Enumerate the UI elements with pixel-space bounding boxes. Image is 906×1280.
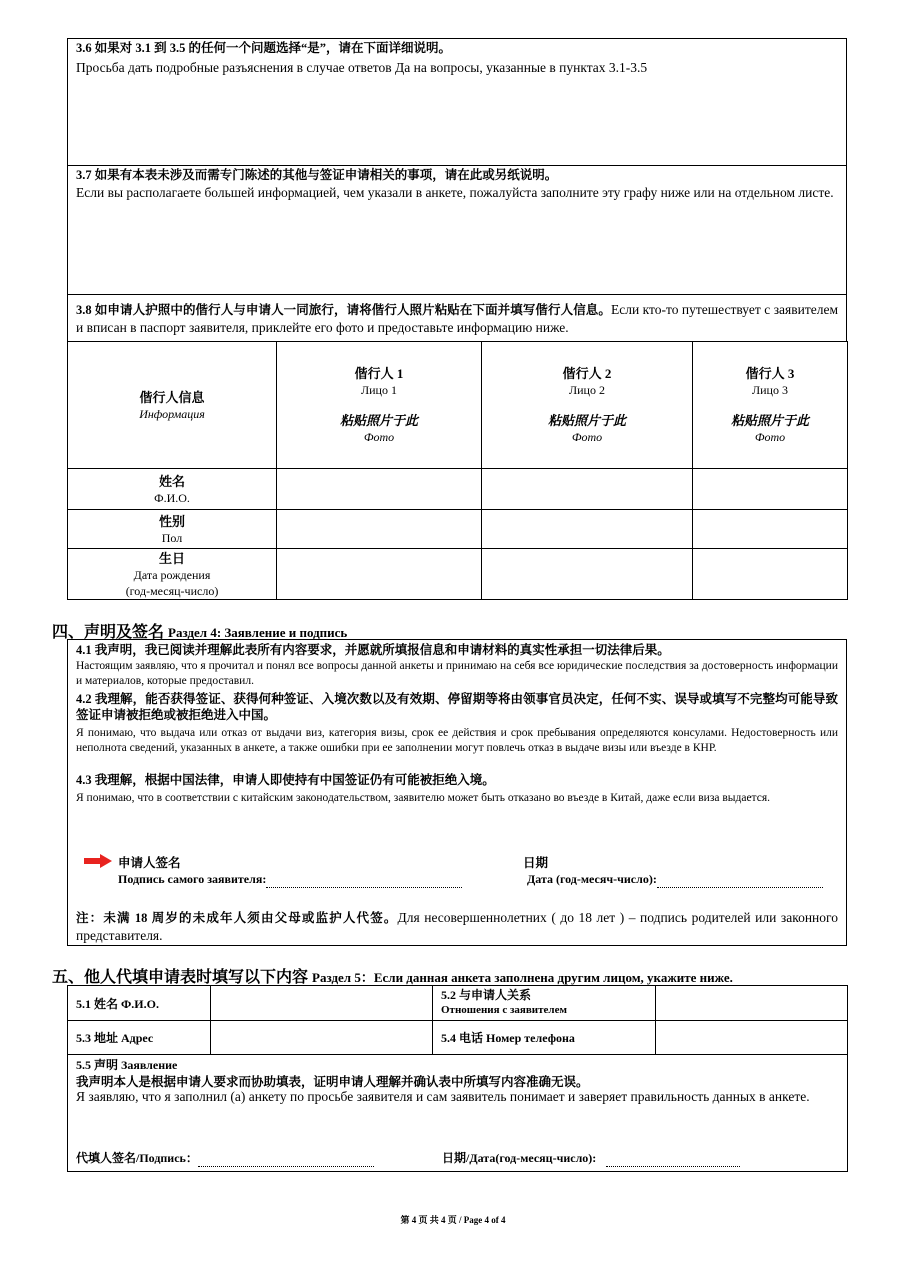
- companion-3-photo-ru: Фото: [754, 430, 786, 444]
- field-5-3-input[interactable]: [211, 1021, 433, 1055]
- section-5-row-2: [68, 1021, 848, 1055]
- declaration-4-1-zh: 4.1 我声明，我已阅读并理解此表所有内容要求，并愿就所填报信息和申请材料的真实性承担一切法律后果。: [76, 643, 670, 657]
- signature-date-field[interactable]: [527, 872, 823, 888]
- companion-3-sex-field[interactable]: [693, 510, 848, 549]
- companion-birth-format: (год-месяц-число): [125, 583, 219, 598]
- question-3-6-title-ru: Просьба дать подробные разъяснения в случае ответов Да на вопросы, указанные в пунктах 3.1-3.5: [76, 60, 648, 75]
- section-5-row-3: [68, 1055, 848, 1172]
- companion-3-label-zh: 偕行人 3: [745, 366, 795, 381]
- companion-2-birth-field[interactable]: [482, 549, 693, 600]
- companion-1-birth-field[interactable]: [277, 549, 482, 600]
- companion-sex-label: [68, 510, 277, 549]
- companion-2-sex-field[interactable]: [482, 510, 693, 549]
- companion-1-label-ru: Лицо 1: [361, 383, 397, 397]
- companion-sex-row: [68, 510, 848, 549]
- section-4-box: [67, 639, 847, 946]
- field-5-1-label: 5.1 姓名 Ф.И.О.: [68, 986, 211, 1021]
- field-5-5-title: 5.5 声明 Заявление: [76, 1058, 178, 1072]
- companion-3-name-field[interactable]: [693, 469, 848, 510]
- proxy-signature-field[interactable]: [76, 1149, 374, 1167]
- question-3-8-title-ru: Если кто-то путешествует с заявителем и вписан в паспорт заявителя, приклейте его фото и предоставьте информацию ниже.: [76, 302, 838, 335]
- companion-birth-row: [68, 549, 848, 600]
- question-3-7-box[interactable]: [67, 165, 847, 295]
- companion-1-sex-field[interactable]: [277, 510, 482, 549]
- question-3-6-title-zh: 3.6 如果对 3.1 到 3.5 的任何一个问题选择“是”，请在下面详细说明。: [76, 41, 452, 55]
- minor-note: [76, 909, 838, 944]
- companion-info-ru: Информация: [139, 406, 205, 421]
- declaration-4-2-ru: Я понимаю, что выдача или отказ от выдачи виз, категория визы, срок ее действия и срок пребывания определяются консулами. Недостоверность или неполнота сведений, указанных в анкете, а также ошибки при ее заполнении могут повлечь отказ в выдаче визы или въезде в КНР.: [76, 727, 838, 754]
- field-5-2-label-zh: 5.2 与申请人关系: [441, 988, 532, 1002]
- companion-1-photo-cell[interactable]: [277, 342, 482, 469]
- companion-1-name-field[interactable]: [277, 469, 482, 510]
- companion-2-label-ru: Лицо 2: [569, 383, 605, 397]
- field-5-5-declaration-zh: 我声明本人是根据申请人要求而协助填表，证明申请人理解并确认表中所填写内容准确无误。: [76, 1075, 589, 1089]
- field-5-2-input[interactable]: [656, 986, 848, 1021]
- companions-header-row: [68, 342, 848, 469]
- applicant-signature-field[interactable]: [118, 872, 462, 888]
- declaration-4-3-ru: Я понимаю, что в соответствии с китайским законодательством, заявителю может быть отказано во въезде в Китай, даже если виза выдается.: [76, 792, 770, 804]
- proxy-date-field[interactable]: [442, 1149, 740, 1167]
- field-5-3-label: 5.3 地址 Адрес: [68, 1021, 211, 1055]
- signature-date-label-ru: Дата (год-месяч-число):: [527, 872, 657, 886]
- question-3-8-box: [67, 294, 847, 342]
- companion-info-header: [68, 342, 277, 469]
- declaration-4-1-ru: Настоящим заявляю, что я прочитал и понял все вопросы данной анкеты и принимаю на себя все юридические последствия за достоверность информации и материалов, которые предоставил.: [76, 660, 838, 687]
- section-5-row-1: [68, 986, 848, 1021]
- proxy-date-line[interactable]: [606, 1151, 740, 1167]
- companion-1-photo-ru: Фото: [363, 430, 395, 444]
- declaration-4-2-zh: 4.2 我理解，能否获得签证、获得何种签证、入境次数以及有效期、停留期等将由领事官员决定，任何不实、误导或填写不完整均可能导致签证申请被拒绝或被拒绝进入中国。: [76, 692, 838, 722]
- applicant-signature-line[interactable]: [266, 872, 462, 888]
- applicant-signature-label-ru: Подпись самого заявителя:: [118, 872, 267, 886]
- field-5-5-declaration-ru: Я заявляю, что я заполнил (а) анкету по просьбе заявителя и сам заявитель понимает и заверяет правильность данных в анкете.: [76, 1089, 810, 1104]
- signature-date-line[interactable]: [657, 872, 823, 888]
- companions-table: [67, 341, 848, 600]
- question-3-7-title-ru: Если вы располагаете большей информацией, чем указали в анкете, пожалуйста заполните эту графу ниже или на отдельном листе.: [76, 185, 834, 200]
- field-5-4-input[interactable]: [656, 1021, 848, 1055]
- question-3-8-title-zh: 3.8 如申请人护照中的偕行人与申请人一同旅行，请将偕行人照片粘贴在下面并填写偕行人信息。: [76, 303, 611, 317]
- field-5-4-label: 5.4 电话 Номер телефона: [433, 1021, 656, 1055]
- companion-birth-label: [68, 549, 277, 600]
- section-4-title-zh: 四、声明及签名: [52, 624, 165, 641]
- companion-name-label: [68, 469, 277, 510]
- field-5-5-cell: [68, 1055, 848, 1172]
- companion-2-name-field[interactable]: [482, 469, 693, 510]
- applicant-signature-label-zh: 申请人签名: [118, 856, 181, 870]
- section-5-title-zh: 五、他人代填申请表时填写以下内容: [52, 969, 309, 986]
- companion-3-photo-cell[interactable]: [693, 342, 848, 469]
- proxy-signature-line[interactable]: [198, 1151, 374, 1167]
- field-5-2-label-ru: Отношения с заявителем: [441, 1004, 567, 1016]
- section-5-table: [67, 985, 848, 1172]
- companion-sex-zh: 性别: [158, 513, 185, 529]
- companion-2-photo-ru: Фото: [571, 430, 603, 444]
- page-footer: 第 4 页 共 4 页 / Page 4 of 4: [400, 1215, 506, 1225]
- companion-name-zh: 姓名: [158, 473, 185, 489]
- question-3-6-box[interactable]: [67, 38, 847, 166]
- section-4-title-ru: Раздел 4: Заявление и подпись: [168, 625, 348, 640]
- proxy-signature-label: 代填人签名/Подпись：: [76, 1151, 198, 1165]
- companion-2-photo-cell[interactable]: [482, 342, 693, 469]
- field-5-2-label: [433, 986, 656, 1021]
- companion-2-label-zh: 偕行人 2: [562, 366, 612, 381]
- companion-3-label-ru: Лицо 3: [752, 383, 788, 397]
- companion-2-photo-zh: 粘贴照片于此: [547, 413, 626, 428]
- declaration-4-3-zh: 4.3 我理解，根据中国法律，申请人即使持有中国签证仍有可能被拒绝入境。: [76, 773, 495, 787]
- section-5-title-ru: Раздел 5：Если данная анкета заполнена другим лицом, укажите ниже.: [312, 970, 733, 985]
- companion-info-zh: 偕行人信息: [139, 389, 205, 405]
- red-arrow-icon: [84, 854, 112, 868]
- proxy-date-label: 日期/Дата(год-месяц-число):: [442, 1151, 597, 1165]
- question-3-8-text: [76, 301, 838, 336]
- companion-sex-ru: Пол: [161, 530, 183, 545]
- minor-note-zh: 注：未满 18 周岁的未成年人须由父母或监护人代签。: [76, 911, 398, 925]
- section-5-heading: [52, 964, 733, 987]
- companion-name-row: [68, 469, 848, 510]
- signature-date-label-zh: 日期: [523, 856, 549, 870]
- companion-3-birth-field[interactable]: [693, 549, 848, 600]
- question-3-7-title-zh: 3.7 如果有本表未涉及而需专门陈述的其他与签证申请相关的事项，请在此或另纸说明。: [76, 168, 558, 182]
- companion-3-photo-zh: 粘贴照片于此: [730, 413, 809, 428]
- companion-1-photo-zh: 粘贴照片于此: [339, 413, 418, 428]
- field-5-1-input[interactable]: [211, 986, 433, 1021]
- companion-name-ru: Ф.И.О.: [154, 490, 190, 505]
- minor-note-ru: Для несовершеннолетних ( до 18 лет ) – подпись родителей или законного представителя.: [76, 910, 838, 943]
- companion-1-label-zh: 偕行人 1: [354, 366, 404, 381]
- companion-birth-ru: Дата рождения: [133, 567, 211, 582]
- companion-birth-zh: 生日: [158, 550, 185, 566]
